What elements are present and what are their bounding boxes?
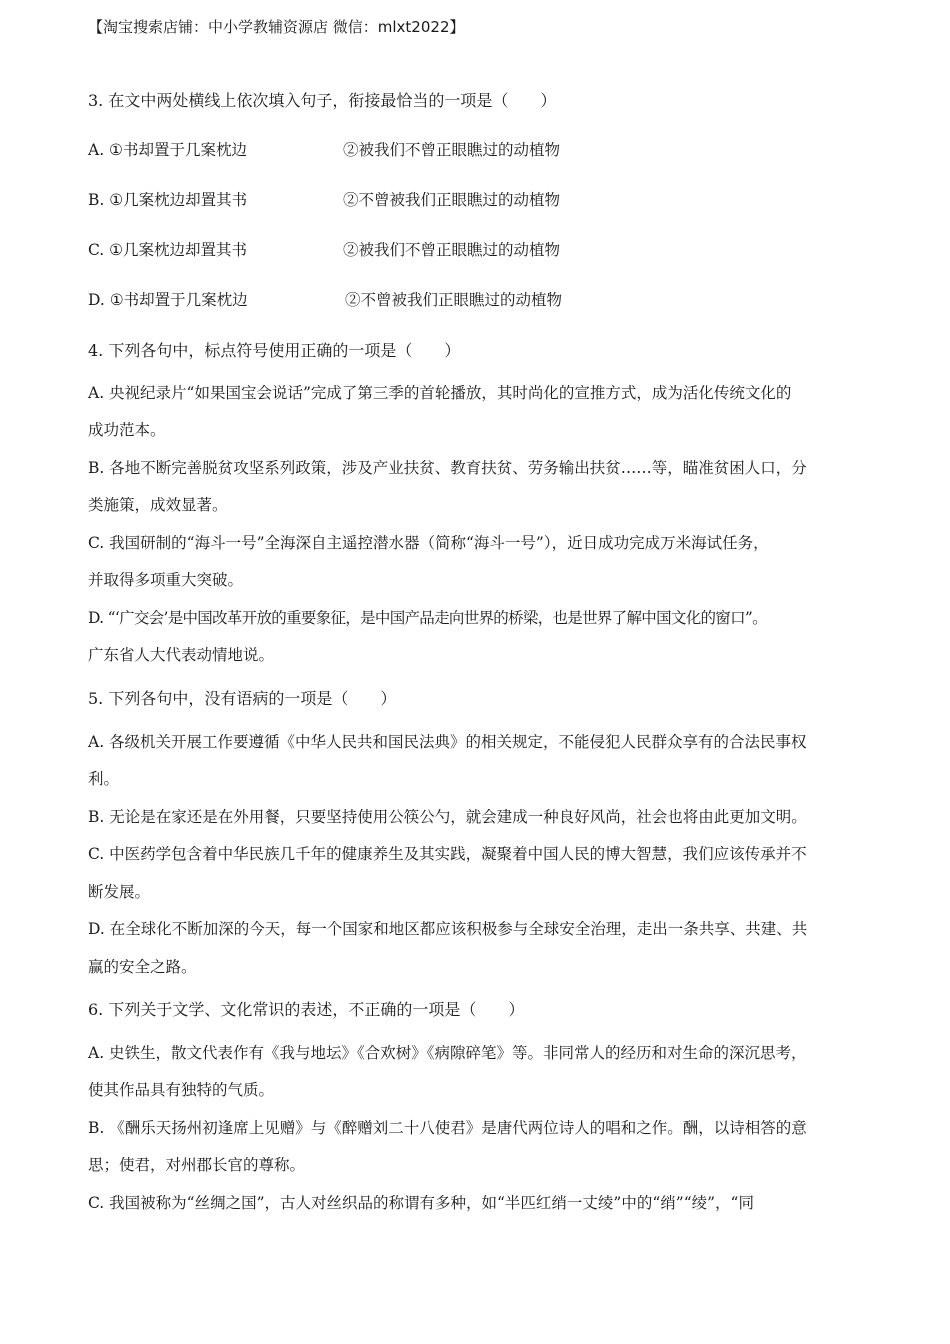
q4-option-c-line2: 并取得多项重大突破。 [88,571,244,589]
q6-option-b-line2: 思；使君，对州郡长官的尊称。 [88,1156,306,1174]
q5-option-a-line1: A. 各级机关开展工作要遵循《中华人民共和国民法典》的相关规定，不能侵犯人民群众享有的合法民事权 [88,733,807,751]
q4-option-c-line1: C. 我国研制的“海斗一号”全海深自主遥控潜水器（简称“海斗一号”），近日成功完成万米海试任务， [88,534,769,552]
q6-stem: 6. 下列关于文学、文化常识的表述，不正确的一项是（ ） [88,1000,525,1019]
q3-stem: 3. 在文中两处横线上依次填入句子，衔接最恰当的一项是（ ） [88,91,557,110]
q6-option-a-line2: 使其作品具有独特的气质。 [88,1081,275,1099]
q6-option-b-line1: B. 《酬乐天扬州初逢席上见赠》与《醉赠刘二十八使君》是唐代两位诗人的唱和之作。酬，以诗相答的意 [88,1119,807,1137]
q5-stem: 5. 下列各句中，没有语病的一项是（ ） [88,689,397,708]
q5-option-c-line1: C. 中医药学包含着中华民族几千年的健康养生及其实践，凝聚着中国人民的博大智慧，我们应该传承并不 [88,845,807,863]
q4-option-a-line2: 成功范本。 [88,421,166,439]
q5-option-a-line2: 利。 [88,770,120,788]
q4-option-a-line1: A. 央视纪录片“如果国宝会说话”完成了第三季的首轮播放，其时尚化的宣推方式，成为活化传统文化的 [88,384,792,402]
q3-option-a-part1: A. ①书却置于几案枕边 [88,141,247,159]
q6-option-c-line1: C. 我国被称为“丝绸之国”，古人对丝织品的称谓有多种，如“半匹红绡一丈绫”中的“绡”“绫”，“同 [88,1194,754,1212]
q4-option-b-line1: B. 各地不断完善脱贫攻坚系列政策，涉及产业扶贫、教育扶贫、劳务输出扶贫……等，瞄准贫困人口，分 [88,459,807,477]
q3-option-b-part2: ②不曾被我们正眼瞧过的动植物 [343,191,561,209]
q3-option-a-part2: ②被我们不曾正眼瞧过的动植物 [343,141,561,159]
q4-option-b-line2: 类施策，成效显著。 [88,496,228,514]
q3-option-c-part2: ②被我们不曾正眼瞧过的动植物 [343,241,561,259]
q4-option-d-line2: 广东省人大代表动情地说。 [88,646,275,664]
q3-option-d-part1: D. ①书却置于几案枕边 [88,291,248,309]
q4-option-d-line1: D. “‘广交会’是中国改革开放的重要象征，是中国产品走向世界的桥梁，也是世界了解中国文化的窗口”。 [88,609,767,627]
q5-option-c-line2: 断发展。 [88,883,151,901]
q5-option-b-line1: B. 无论是在家还是在外用餐，只要坚持使用公筷公勺，就会建成一种良好风尚，社会也将由此更加文明。 [88,808,807,826]
q5-option-d-line1: D. 在全球化不断加深的今天，每一个国家和地区都应该积极参与全球安全治理，走出一条共享、共建、共 [88,920,808,938]
q4-stem: 4. 下列各句中，标点符号使用正确的一项是（ ） [88,341,461,360]
q6-option-a-line1: A. 史铁生，散文代表作有《我与地坛》《合欢树》《病隙碎笔》等。非同常人的经历和对生命的深沉思考， [88,1044,807,1062]
q3-option-c-part1: C. ①几案枕边却置其书 [88,241,248,259]
page-header: 【淘宝搜索店铺：中小学教辅资源店 微信：mlxt2022】 [88,18,465,36]
q3-option-b-part1: B. ①几案枕边却置其书 [88,191,248,209]
q5-option-d-line2: 赢的安全之路。 [88,958,197,976]
q3-option-d-part2: ②不曾被我们正眼瞧过的动植物 [345,291,563,309]
